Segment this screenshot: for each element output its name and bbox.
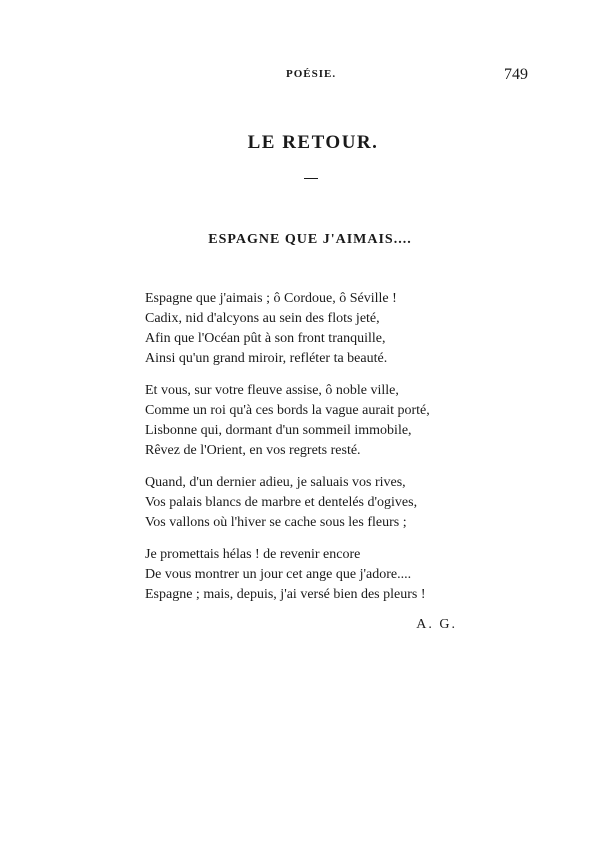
stanza-1 <box>145 289 525 369</box>
poem-line: Comme un roi qu'à ces bords la vague aurait porté, <box>145 403 430 418</box>
stanza-3 <box>145 473 525 533</box>
poem-line: Quand, d'un dernier adieu, je saluais vos rives, <box>145 475 406 490</box>
section-label: POÉSIE. <box>286 68 337 80</box>
page-number: 749 <box>504 66 528 83</box>
poem-line: Vos vallons où l'hiver se cache sous les fleurs ; <box>145 515 407 530</box>
poem-line: Vos palais blancs de marbre et dentelés d'ogives, <box>145 495 418 510</box>
poem-line: Ainsi qu'un grand miroir, refléter ta beauté. <box>145 351 388 366</box>
poem-line: Je promettais hélas ! de revenir encore <box>145 547 361 562</box>
running-head <box>0 66 600 86</box>
poem-subtitle: ESPAGNE QUE J'AIMAIS.... <box>208 232 412 247</box>
poem-body <box>145 289 525 617</box>
poem-line: Et vous, sur votre fleuve assise, ô noble ville, <box>145 383 399 398</box>
poem-title: LE RETOUR. <box>247 132 379 153</box>
poem-line: Afin que l'Océan pût à son front tranquille, <box>145 331 386 346</box>
stanza-4 <box>145 545 525 605</box>
poem-line: Rêvez de l'Orient, en vos regrets resté. <box>145 443 361 458</box>
poem-line: Lisbonne qui, dormant d'un sommeil immobile, <box>145 423 412 438</box>
poem-line: Cadix, nid d'alcyons au sein des flots jeté, <box>145 311 380 326</box>
poem-line: Espagne ; mais, depuis, j'ai versé bien des pleurs ! <box>145 587 426 602</box>
title-rule <box>304 178 318 179</box>
author-signature: A. G. <box>416 617 457 632</box>
poem-line: De vous montrer un jour cet ange que j'adore.... <box>145 567 412 582</box>
stanza-2 <box>145 381 525 461</box>
poem-line: Espagne que j'aimais ; ô Cordoue, ô Séville ! <box>145 291 397 306</box>
